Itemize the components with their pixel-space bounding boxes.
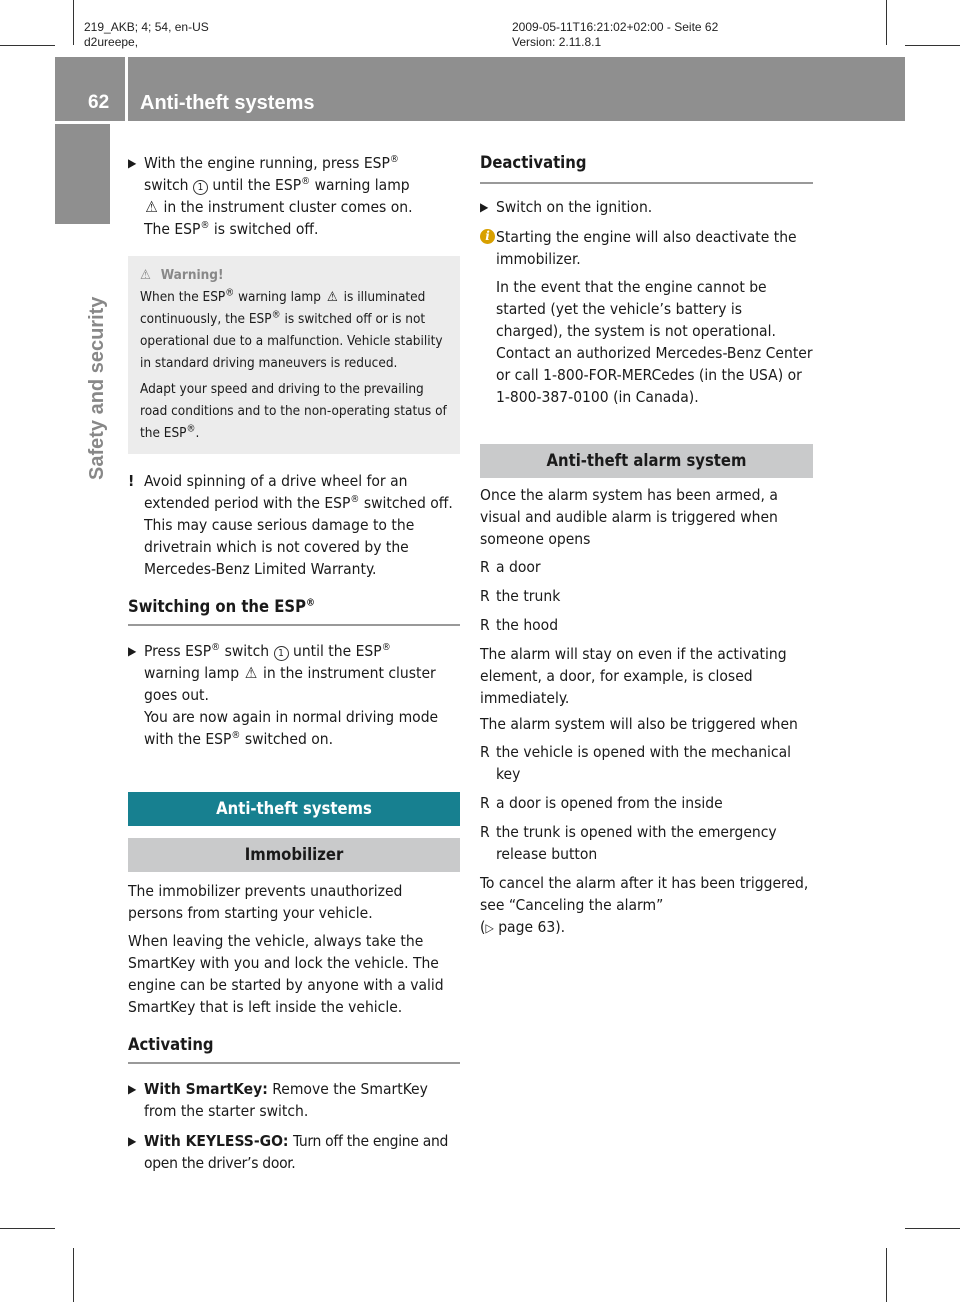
list-item: R the hood (480, 616, 559, 634)
esp-warning-lamp-icon: ⚠ (145, 198, 158, 216)
list-item: R the trunk is opened with the emergency release button (480, 823, 777, 863)
warning-paragraph-1: When the ESP® warning lamp ⚠ is illuminated continuously, the ESP® is switched off or is not operational due to a malfunction. Vehicle stability in standard driving maneuvers is reduced. (140, 287, 443, 371)
right-column (480, 152, 813, 939)
crop-mark (886, 0, 887, 45)
page-title: Anti-theft systems (140, 92, 315, 114)
info-icon: i (480, 229, 495, 244)
esp-warning-lamp-icon: ⚠ (326, 289, 338, 305)
step-turn-off-esp: ▶ With the engine running, press ESP® switch 1 until the ESP® warning lamp ⚠ in the instrument cluster comes on. The ESP® is switched off. (128, 153, 413, 238)
section-band-anti-theft: Anti-theft systems (128, 792, 460, 826)
crop-mark (905, 1228, 960, 1229)
print-meta-right (512, 20, 718, 50)
step-deactivate: ▶ Switch on the ignition. (480, 198, 653, 216)
step-activate-keyless: ▶ With KEYLESS-GO: Turn off the engine and open the driver’s door. (128, 1132, 449, 1172)
meta-left-line1: 219_AKB; 4; 54, en-US (84, 20, 209, 34)
warning-paragraph-2: Adapt your speed and driving to the prevailing road conditions and to the non-operating status of the ESP®. (140, 381, 447, 441)
crop-mark (886, 1248, 887, 1302)
meta-right-line2: Version: 2.11.8.1 (512, 35, 602, 49)
crop-mark (905, 45, 960, 46)
esp-warning-lamp-icon: ⚠ (244, 664, 258, 682)
callout-1-icon: 1 (193, 180, 208, 195)
step-arrow-icon: ▶ (480, 200, 489, 214)
damage-note: ! Avoid spinning of a drive wheel for an extended period with the ESP® switched off. This may cause serious damage to the drivetrain which is not covered by the Mercedes-Benz Limited Warranty. (128, 472, 453, 578)
exclamation-icon: ! (128, 472, 135, 490)
immobilizer-paragraph-2: When leaving the vehicle, always take the SmartKey with you and lock the vehicle. The engine can be started by anyone with a valid SmartKey that is left inside the vehicle. (128, 932, 444, 1016)
crop-mark (73, 0, 74, 45)
step-arrow-icon: ▶ (128, 1082, 137, 1096)
step-activate-smartkey: ▶ With SmartKey: Remove the SmartKey from the starter switch. (128, 1080, 428, 1120)
immobilizer-paragraph-1: The immobilizer prevents unauthorized persons from starting your vehicle. (128, 882, 403, 922)
step-turn-on-esp: ▶ Press ESP® switch 1 until the ESP® warning lamp ⚠ in the instrument cluster goes out. You are now again in normal driving mode with the ESP® switched on. (128, 641, 439, 748)
page-number: 62 (88, 92, 110, 113)
list-item: R the trunk (480, 587, 561, 605)
page-ref-arrow-icon: ▷ (485, 921, 494, 935)
meta-right-line1: 2009-05-11T16:21:02+02:00 - Seite 62 (512, 20, 719, 34)
step-arrow-icon: ▶ (128, 1134, 137, 1148)
list-item: R the vehicle is opened with the mechanical key (480, 743, 791, 783)
side-tab-bar (55, 124, 110, 224)
warning-triangle-icon: ⚠ (140, 267, 151, 283)
warning-title: ⚠ Warning! (140, 267, 224, 283)
crop-mark (0, 45, 55, 46)
alarm-paragraph-1: Once the alarm system has been armed, a visual and audible alarm is triggered when someone opens (480, 486, 778, 548)
left-column (128, 152, 460, 1182)
page-reference-link[interactable]: page 63). (498, 918, 566, 936)
crop-mark (0, 1228, 55, 1229)
list-item: R a door is opened from the inside (480, 794, 723, 812)
subsection-band-alarm: Anti-theft alarm system (480, 444, 813, 478)
warning-box (128, 256, 460, 454)
info-note: i Starting the engine will also deactivate the immobilizer. In the event that the engine cannot be started (yet the vehicle’s battery is charged), the system is not operational. Contact an authorized Mercedes-Benz Center or call 1-800-FOR-MERCedes (in the USA) or 1-800-387-0100 (in Canada). (480, 226, 813, 408)
subsection-band-immobilizer: Immobilizer (128, 838, 460, 872)
activating-heading: Activating (128, 1034, 460, 1064)
deactivating-heading: Deactivating (480, 152, 813, 184)
step-arrow-icon: ▶ (128, 644, 137, 658)
print-meta-left (84, 20, 209, 50)
list-item: R a door (480, 558, 541, 576)
alarm-paragraph-3: The alarm system will also be triggered when (480, 715, 798, 733)
callout-1-icon: 1 (274, 646, 289, 661)
switching-on-heading: Switching on the ESP® (128, 596, 460, 626)
header-divider (125, 57, 128, 121)
step-arrow-icon: ▶ (128, 156, 137, 170)
side-tab-label: Safety and security (86, 296, 108, 480)
alarm-paragraph-4: To cancel the alarm after it has been triggered, see “Canceling the alarm” (▷ page 63). (480, 874, 809, 936)
meta-left-line2: d2ureepe, (84, 35, 139, 49)
crop-mark (73, 1248, 74, 1302)
alarm-paragraph-2: The alarm will stay on even if the activating element, a door, for example, is closed immediately. (480, 645, 787, 707)
